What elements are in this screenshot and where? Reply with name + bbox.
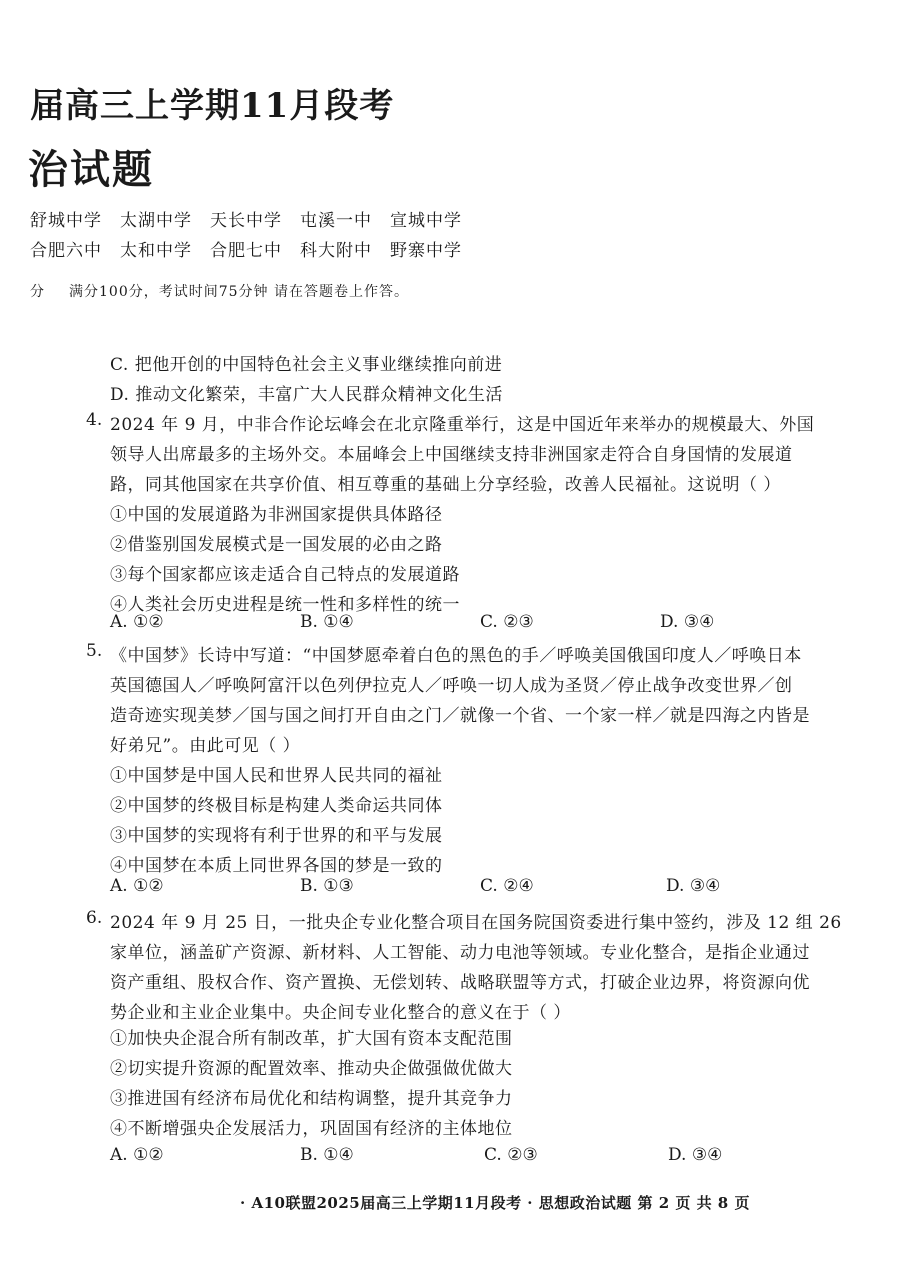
q4-stem-line: 路，同其他国家在共享价值、相互尊重的基础上分享经验，改善人民福祉。这说明（ ） (110, 475, 781, 495)
q4-number: 4. (86, 410, 103, 430)
q4-stem-line: 2024 年 9 月，中非合作论坛峰会在北京隆重举行，这是中国近年来举办的规模最大、外国 (110, 415, 815, 435)
q5-option-c: C. ②④ (480, 876, 534, 896)
q5-option-a: A. ①② (110, 876, 164, 896)
q5-number: 5. (86, 641, 103, 661)
q6-option-c: C. ②③ (484, 1145, 538, 1165)
school-name: 太和中学 (120, 241, 192, 261)
q5-stem-line: 《中国梦》长诗中写道：“中国梦愿牵着白色的黑色的手／呼唤美国俄国印度人／呼唤日本 (110, 646, 802, 666)
school-name: 屯溪一中 (300, 211, 372, 231)
q6-stem-line: 势企业和主业企业集中。央企间专业化整合的意义在于（ ） (110, 1003, 571, 1023)
q5-stem-line: 造奇迹实现美梦／国与国之间打开自由之门／就像一个省、一个家一样／就是四海之内皆是 (110, 706, 810, 726)
q4-statement: ①中国的发展道路为非洲国家提供具体路径 (110, 505, 443, 525)
q4-option-c: C. ②③ (480, 612, 534, 632)
school-name: 合肥七中 (210, 241, 282, 261)
q4-statement: ③每个国家都应该走适合自己特点的发展道路 (110, 565, 460, 585)
exam-title-line2: 治试题 (28, 146, 154, 193)
q5-statement: ①中国梦是中国人民和世界人民共同的福祉 (110, 766, 443, 786)
q4-statement: ④人类社会历史进程是统一性和多样性的统一 (110, 595, 460, 615)
q6-statement: ④不断增强央企发展活力，巩固国有经济的主体地位 (110, 1119, 513, 1139)
q4-option-a: A. ①② (110, 612, 164, 632)
q4-stem-line: 领导人出席最多的主场外交。本届峰会上中国继续支持非洲国家走符合自身国情的发展道 (110, 445, 793, 465)
q6-option-a: A. ①② (110, 1145, 164, 1165)
q5-stem-line: 好弟兄”。由此可见（ ） (110, 736, 301, 756)
q3-option-c: C. 把他开创的中国特色社会主义事业继续推向前进 (110, 355, 503, 375)
q6-stem-line: 家单位，涵盖矿产资源、新材料、人工智能、动力电池等领域。专业化整合，是指企业通过 (110, 943, 810, 963)
q6-statement: ①加快央企混合所有制改革，扩大国有资本支配范围 (110, 1029, 513, 1049)
school-name: 天长中学 (210, 211, 282, 231)
q6-number: 6. (86, 908, 103, 928)
school-name: 宣城中学 (390, 211, 462, 231)
note-text: 满分100分，考试时间75分钟 请在答题卷上作答。 (69, 284, 409, 300)
q5-stem-line: 英国德国人／呼唤阿富汗以色列伊拉克人／呼唤一切人成为圣贤／停止战争改变世界／创 (110, 676, 793, 696)
school-name: 科大附中 (300, 241, 372, 261)
exam-instructions (30, 281, 409, 301)
school-list-row2 (30, 236, 480, 261)
q5-option-b: B. ①③ (300, 876, 354, 896)
q3-option-d: D. 推动文化繁荣，丰富广大人民群众精神文化生活 (110, 385, 503, 405)
q4-option-b: B. ①④ (300, 612, 354, 632)
exam-title-line1: 届高三上学期11月段考 (30, 86, 395, 126)
q6-stem-line: 资产重组、股权合作、资产置换、无偿划转、战略联盟等方式，打破企业边界，将资源向优 (110, 973, 810, 993)
q5-statement: ④中国梦在本质上同世界各国的梦是一致的 (110, 856, 443, 876)
q5-statement: ②中国梦的终极目标是构建人类命运共同体 (110, 796, 443, 816)
q5-statement: ③中国梦的实现将有利于世界的和平与发展 (110, 826, 443, 846)
school-name: 合肥六中 (30, 241, 102, 261)
q4-option-d: D. ③④ (660, 612, 715, 632)
page-footer: · A10联盟2025届高三上学期11月段考 · 思想政治试题 第 2 页 共 8 页 (240, 1194, 750, 1212)
school-name: 舒城中学 (30, 211, 102, 231)
q6-option-d: D. ③④ (668, 1145, 723, 1165)
q4-statement: ②借鉴别国发展模式是一国发展的必由之路 (110, 535, 443, 555)
school-name: 野寨中学 (390, 241, 462, 261)
school-list-row1 (30, 206, 480, 231)
note-prefix: 分 (30, 284, 45, 300)
q4-options (110, 612, 810, 636)
q6-option-b: B. ①④ (300, 1145, 354, 1165)
q5-option-d: D. ③④ (666, 876, 721, 896)
q6-options (110, 1145, 810, 1169)
q6-statement: ②切实提升资源的配置效率、推动央企做强做优做大 (110, 1059, 513, 1079)
school-name: 太湖中学 (120, 211, 192, 231)
q6-stem-line: 2024 年 9 月 25 日，一批央企专业化整合项目在国务院国资委进行集中签约，涉及 12 组 26 (110, 913, 842, 933)
q6-statement: ③推进国有经济布局优化和结构调整，提升其竞争力 (110, 1089, 513, 1109)
q5-options (110, 876, 810, 900)
